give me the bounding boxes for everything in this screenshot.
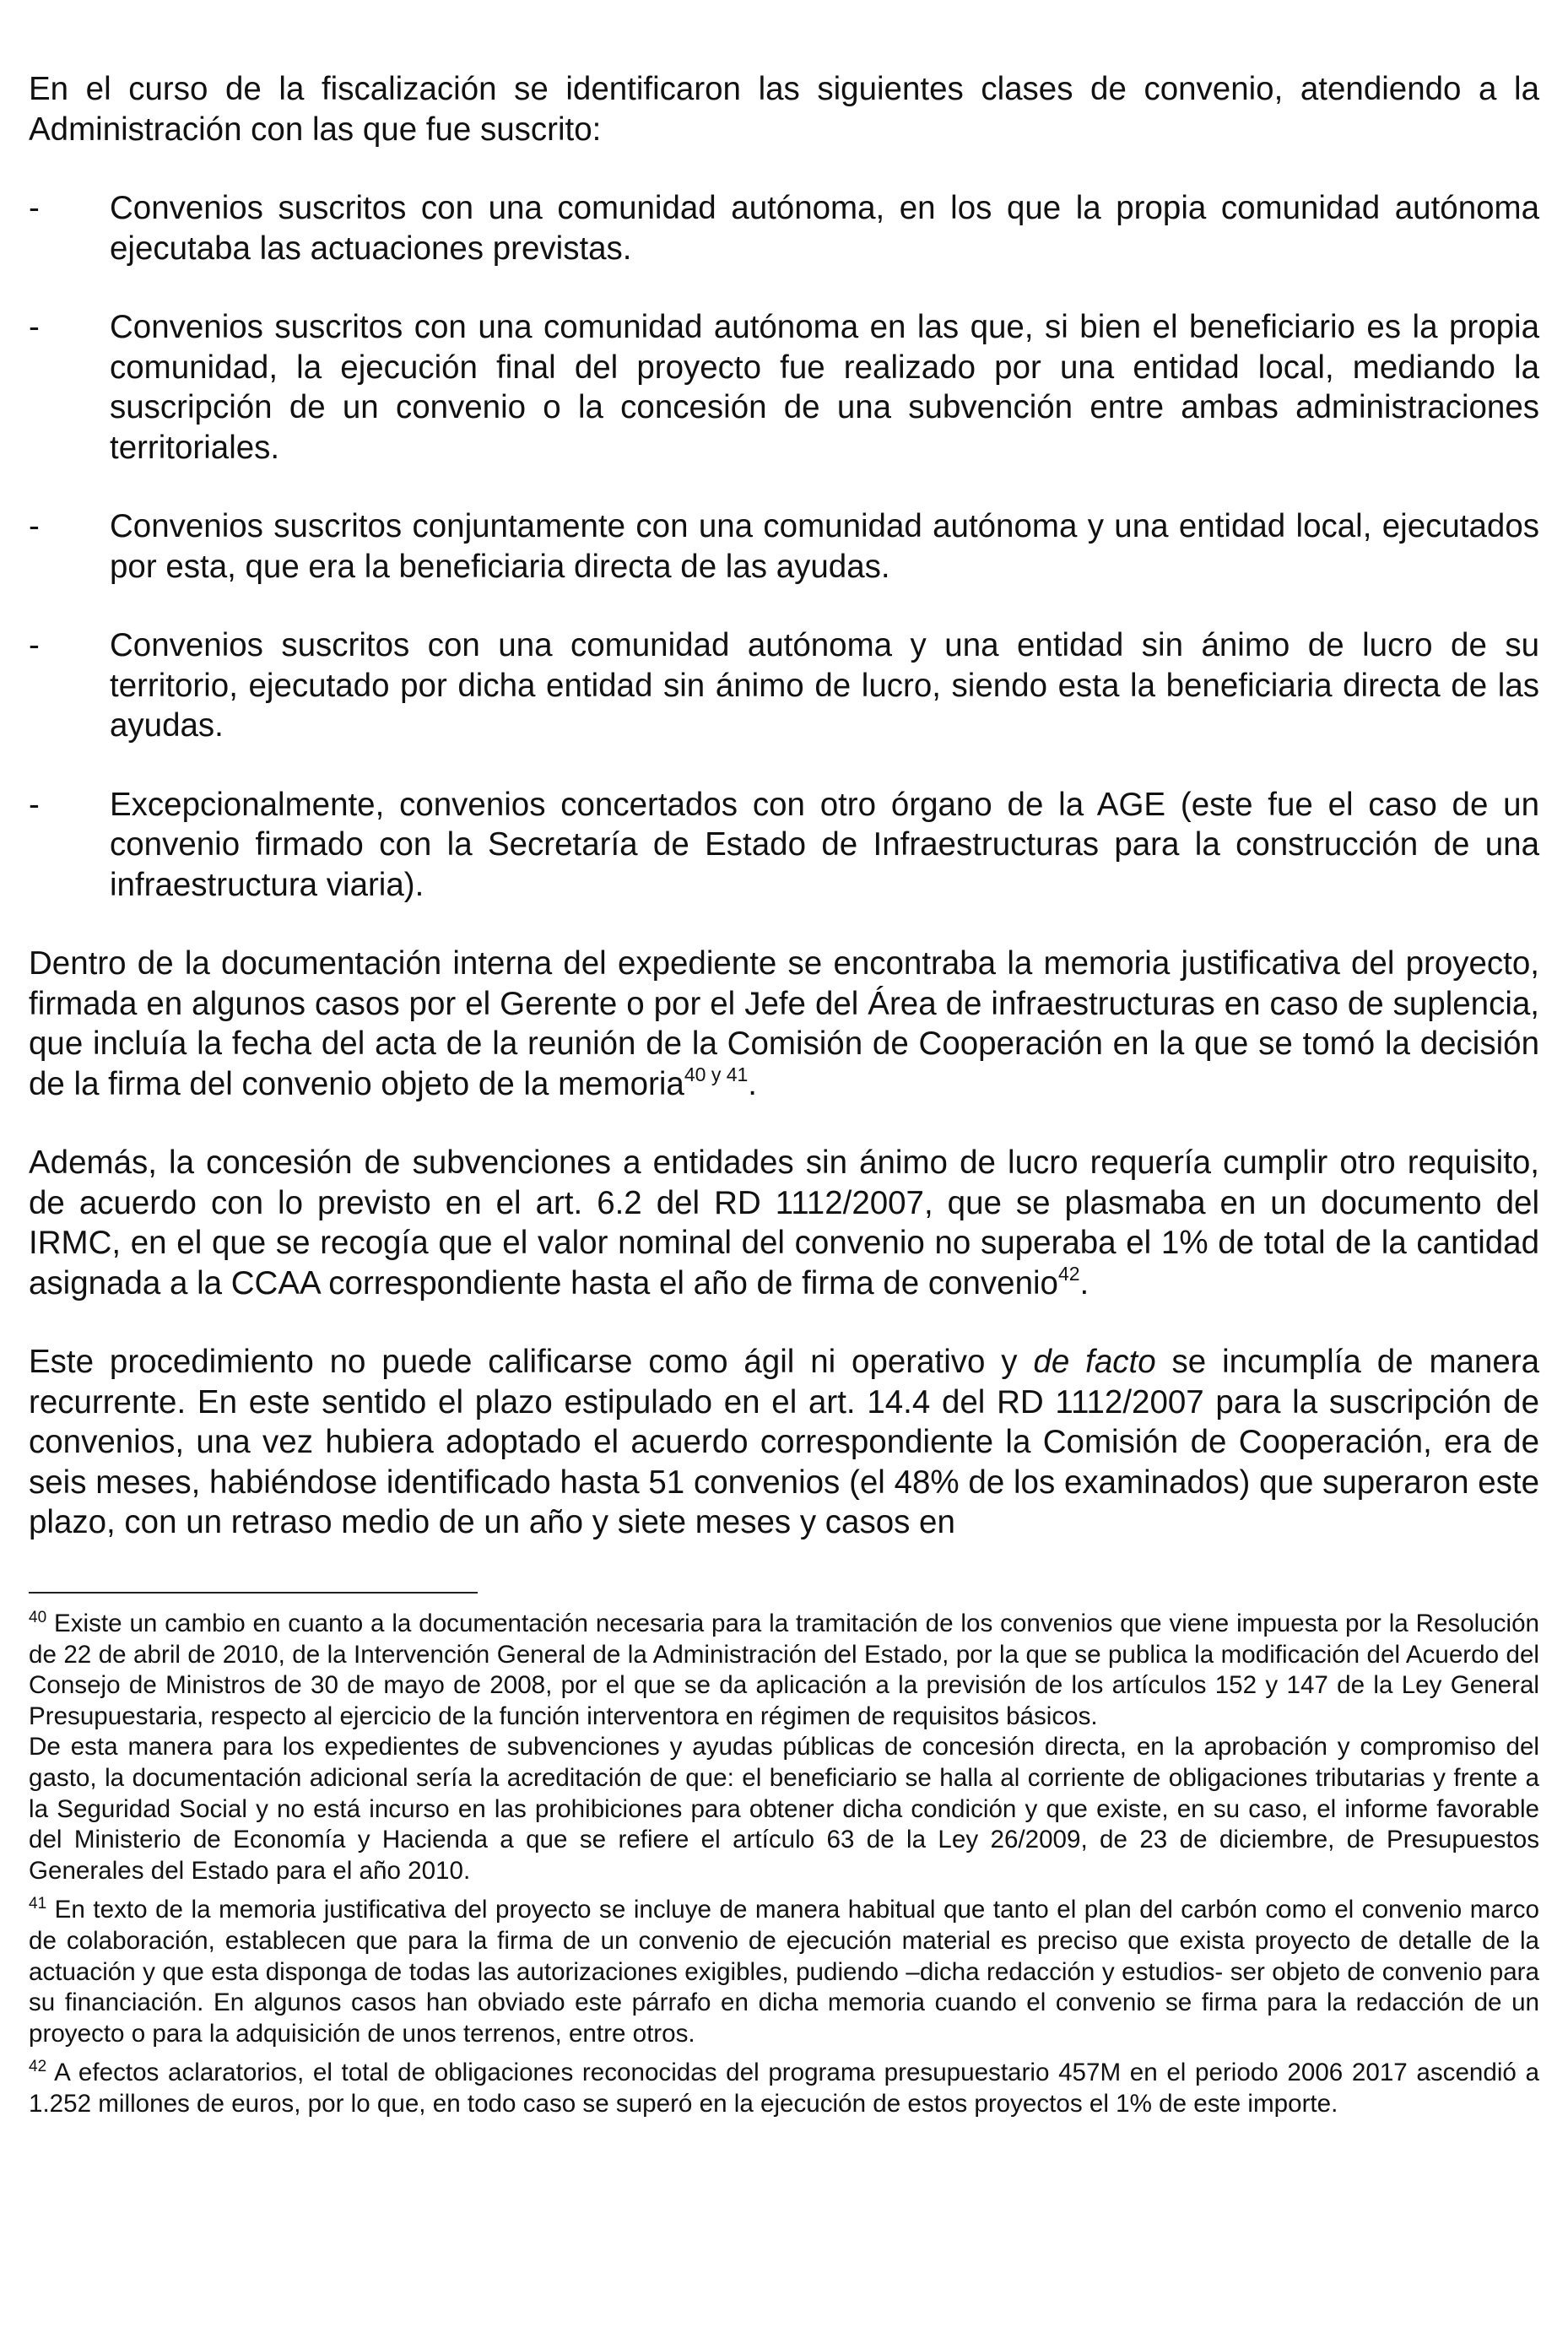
footnote-reference[interactable]: 40 y 41 bbox=[684, 1063, 749, 1085]
procedimiento-paragraph bbox=[29, 1342, 1539, 1543]
italic-phrase: de facto bbox=[1033, 1344, 1156, 1380]
list-item-text: Excepcionalmente, convenios concertados con otro órgano de la AGE (este fue el caso de un convenio firmado con la Secretaría de Estado de Infraestructuras para la construcción de una infraestructura viaria). bbox=[110, 786, 1539, 903]
bullet-dash: - bbox=[29, 786, 40, 823]
footnote-40 bbox=[29, 1609, 1539, 1732]
footnote-number: 41 bbox=[29, 1895, 47, 1913]
footnote-41 bbox=[29, 1895, 1539, 2049]
list-item-text: Convenios suscritos con una comunidad autónoma en las que, si bien el beneficiario es la propia comunidad, la ejecución final del proyecto fue realizado por una entidad local, mediando la suscripción de un convenio o la concesión de una subvención entre ambas administraciones territoriales. bbox=[110, 309, 1539, 466]
memoria-paragraph bbox=[29, 944, 1539, 1104]
paragraph-end: . bbox=[1079, 1264, 1089, 1301]
bullet-dash: - bbox=[29, 190, 40, 226]
list-item bbox=[29, 188, 1539, 268]
paragraph-end: . bbox=[748, 1065, 757, 1102]
intro-paragraph: En el curso de la fiscalización se identificaron las siguientes clases de convenio, atendiendo a la Administración con las que fue suscrito: bbox=[29, 71, 1539, 148]
footnote-text: En texto de la memoria justificativa del proyecto se incluye de manera habitual que tanto el plan del carbón como el convenio marco de colaboración, establecen que para la firma de un convenio de ejecución material es preciso que exista proyecto de detalle de la actuación y que esta disponga de todas las autorizaciones exigibles, pudiendo –dicha redacción y estudios- ser objeto de convenio para su financiación. En algunos casos han obviado este párrafo en dicha memoria cuando el convenio se firma para la redacción de un proyecto o para la adquisición de unos terrenos, entre otros. bbox=[29, 1896, 1539, 2048]
subvenciones-paragraph bbox=[29, 1143, 1539, 1303]
paragraph-text: Este procedimiento no puede calificarse como ágil ni operativo y bbox=[29, 1344, 1034, 1380]
document-body bbox=[29, 69, 1539, 1543]
footnote-42 bbox=[29, 2058, 1539, 2119]
footnote-reference[interactable]: 42 bbox=[1057, 1262, 1080, 1285]
list-item bbox=[29, 625, 1539, 746]
footnote-separator bbox=[29, 1592, 478, 1594]
footnote-40-continuation: De esta manera para los expedientes de subvenciones y ayudas públicas de concesión directa, en la aprobación y compromiso del gasto, la documentación adicional sería la acreditación de que: el beneficiario se halla al corriente de obligaciones tributarias y frente a la Seguridad Social y no está incurso en las prohibiciones para obtener dicha condición y que existe, en su caso, el informe favorable del Ministerio de Economía y Hacienda a que se refiere el artículo 63 de la Ley 26/2009, de 23 de diciembre, de Presupuestos Generales del Estado para el año 2010. bbox=[29, 1733, 1539, 1885]
paragraph-text: Dentro de la documentación interna del expediente se encontraba la memoria justificativa del proyecto, firmada en algunos casos por el Gerente o por el Jefe del Área de infraestructuras en caso de suplencia, que incluía la fecha del acta de la reunión de la Comisión de Cooperación en la que se tomó la decisión de la firma del convenio objeto de la memoria bbox=[29, 945, 1539, 1102]
convenio-type-list bbox=[29, 188, 1539, 905]
footnote-number: 40 bbox=[29, 1609, 47, 1626]
bullet-dash: - bbox=[29, 627, 40, 663]
list-item bbox=[29, 307, 1539, 468]
list-item-text: Convenios suscritos conjuntamente con una comunidad autónoma y una entidad local, ejecutados por esta, que era la beneficiaria directa de las ayudas. bbox=[110, 508, 1539, 585]
footnotes bbox=[29, 1609, 1539, 2120]
paragraph-text: Además, la concesión de subvenciones a entidades sin ánimo de lucro requería cumplir otro requisito, de acuerdo con lo previsto en el art. 6.2 del RD 1112/2007, que se plasmaba en un documento del IRMC, en el que se recogía que el valor nominal del convenio no superaba el 1% de total de la cantidad asignada a la CCAA correspondiente hasta el año de firma de convenio bbox=[29, 1144, 1539, 1301]
paragraph-text-continued: se incumplía de manera recurrente. En este sentido el plazo estipulado en el art. 14.4 del RD 1112/2007 para la suscripción de convenios, una vez hubiera adoptado el acuerdo correspondiente la Comisión de Cooperación, era de seis meses, habiéndose identificado hasta 51 convenios (el 48% de los examinados) que superaron este plazo, con un retraso medio de un año y siete meses y casos en bbox=[29, 1344, 1539, 1540]
bullet-dash: - bbox=[29, 309, 40, 345]
footnote-text: Existe un cambio en cuanto a la documentación necesaria para la tramitación de los convenios que viene impuesta por la Resolución de 22 de abril de 2010, de la Intervención General de la Administración del Estado, por la que se publica la modificación del Acuerdo del Consejo de Ministros de 30 de mayo de 2008, por el que se da aplicación a la previsión de los artículos 152 y 147 de la Ley General Presupuestaria, respecto al ejercicio de la función interventora en régimen de requisitos básicos. bbox=[29, 1610, 1539, 1730]
bullet-dash: - bbox=[29, 508, 40, 544]
footnote-text: A efectos aclaratorios, el total de obligaciones reconocidas del programa presupuestario 457M en el periodo 2006 2017 ascendió a 1.252 millones de euros, por lo que, en todo caso se superó en la ejecución de estos proyectos el 1% de este importe. bbox=[29, 2059, 1539, 2118]
footnote-number: 42 bbox=[29, 2058, 47, 2076]
list-item bbox=[29, 785, 1539, 906]
list-item-text: Convenios suscritos con una comunidad autónoma, en los que la propia comunidad autónoma ejecutaba las actuaciones previstas. bbox=[110, 190, 1539, 267]
list-item-text: Convenios suscritos con una comunidad autónoma y una entidad sin ánimo de lucro de su territorio, ejecutado por dicha entidad sin ánimo de lucro, siendo esta la beneficiaria directa de las ayudas. bbox=[110, 627, 1539, 744]
list-item bbox=[29, 506, 1539, 587]
